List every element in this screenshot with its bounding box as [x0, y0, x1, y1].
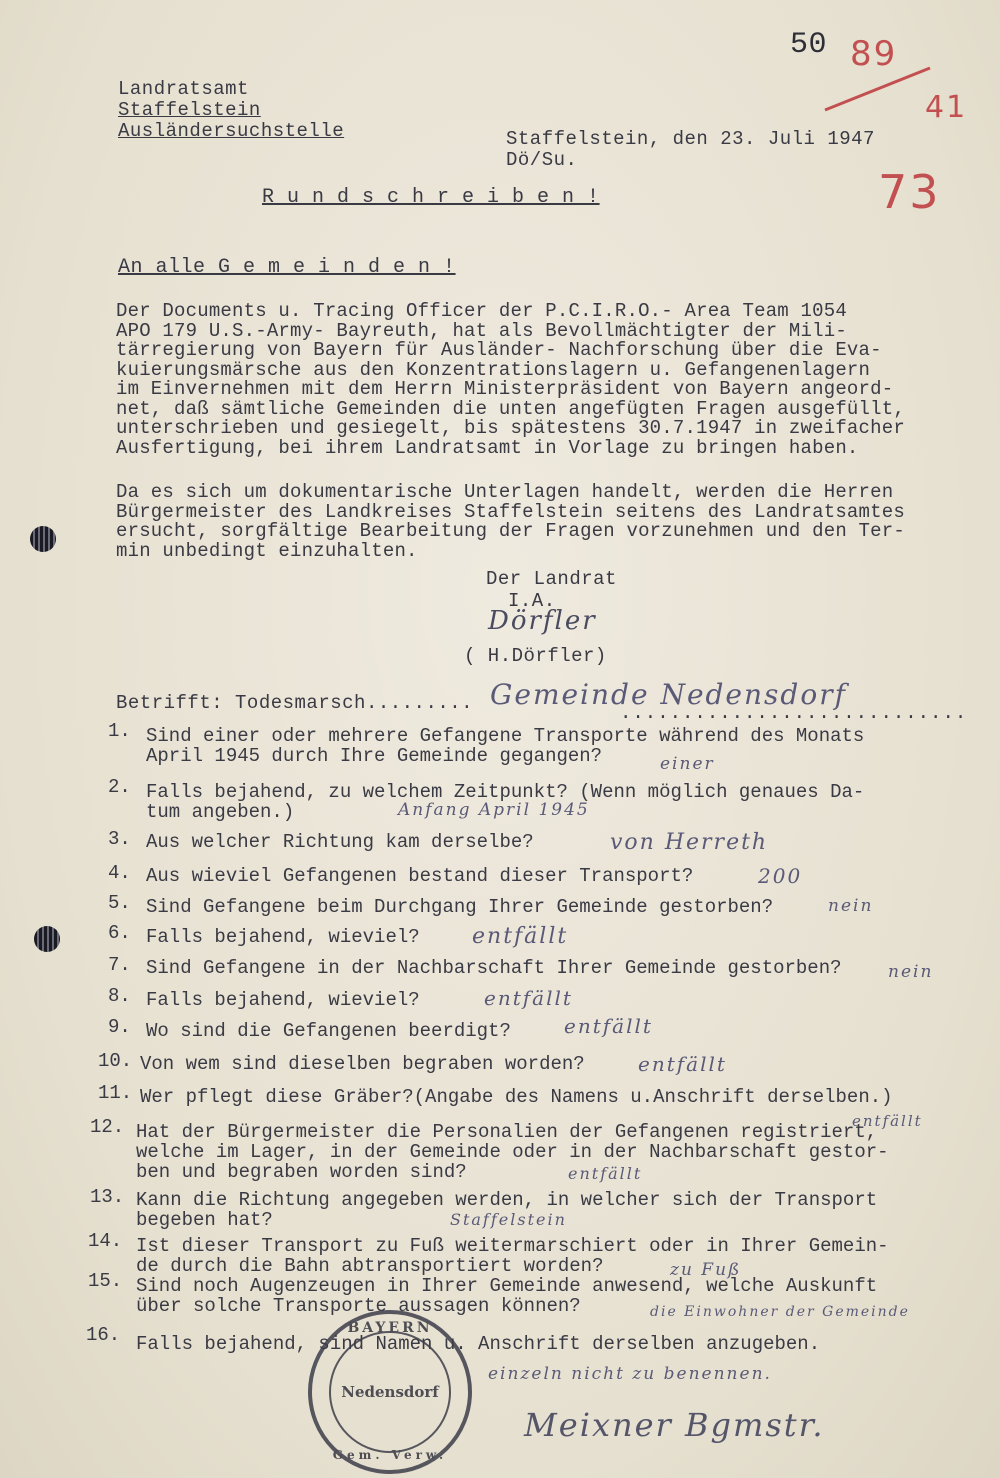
- answer-handwritten: Staffelstein: [450, 1210, 567, 1229]
- stamp-top-text: BAYERN: [347, 1320, 433, 1336]
- answer-handwritten: einer: [660, 754, 715, 774]
- letterhead-town: Staffelstein: [118, 99, 261, 121]
- salutation: An alle G e m e i n d e n !: [118, 256, 456, 279]
- question-line: Falls bejahend, sind Namen u. Anschrift derselben anzugeben.: [136, 1333, 821, 1355]
- answer-handwritten: die Einwohner der Gemeinde: [650, 1304, 910, 1320]
- question-number: 9.: [108, 1016, 131, 1038]
- question-line: de durch die Bahn abtransportiert worden?: [136, 1255, 604, 1277]
- question-text: [136, 1334, 820, 1354]
- mayor-signature: Meixner Bgmstr.: [524, 1406, 825, 1444]
- paragraph-line: Der Documents u. Tracing Officer der P.C.I.R.O.- Area Team 1054: [116, 300, 847, 322]
- question-line: welche im Lager, in der Gemeinde oder in der Nachbarschaft gestor-: [136, 1141, 889, 1163]
- question-line: Aus welcher Richtung kam derselbe?: [146, 831, 534, 853]
- paragraph-line: im Einvernehmen mit dem Herrn Ministerpräsident von Bayern angeord-: [116, 378, 894, 400]
- question-line: Aus wieviel Gefangenen bestand dieser Transport?: [146, 865, 694, 887]
- question-text: [146, 866, 693, 886]
- question-text: [146, 958, 842, 978]
- question-number: 8.: [108, 985, 131, 1007]
- question-text: [146, 990, 420, 1010]
- question-line: Sind einer oder mehrere Gefangene Transporte während des Monats: [146, 725, 865, 747]
- letterhead-department: Ausländersuchstelle: [118, 120, 345, 142]
- archive-page-number: 50: [790, 28, 828, 62]
- question-text: [146, 927, 420, 947]
- stamp-center-text: Nedensdorf: [341, 1383, 439, 1401]
- question-number: 16.: [86, 1324, 121, 1346]
- question-line: Falls bejahend, zu welchem Zeitpunkt? (Wenn möglich genaues Da-: [146, 781, 865, 803]
- answer-handwritten: einzeln nicht zu benennen.: [488, 1364, 772, 1384]
- question-text: [136, 1122, 889, 1182]
- question-number: 14.: [88, 1230, 123, 1252]
- question-number: 1.: [108, 720, 131, 742]
- question-line: Ist dieser Transport zu Fuß weitermarschiert oder in Ihrer Gemein-: [136, 1235, 889, 1257]
- question-text: [140, 1087, 893, 1107]
- paragraph-line: Ausfertigung, bei ihrem Landratsamt in Vorlage zu bringen haben.: [116, 436, 859, 459]
- dateline-reference: Dö/Su.: [506, 149, 578, 171]
- stamp-inner-ring: [329, 1331, 451, 1453]
- question-number: 13.: [90, 1186, 125, 1208]
- question-line: Falls bejahend, wieviel?: [146, 989, 420, 1011]
- question-line: ben und begraben worden sind?: [136, 1161, 467, 1183]
- letterhead-office: Landratsamt: [118, 78, 249, 100]
- question-text: [146, 832, 534, 852]
- stamp-bottom-text: Gem. Verw.: [332, 1448, 448, 1462]
- question-number: 5.: [108, 892, 131, 914]
- question-number: 12.: [90, 1116, 125, 1138]
- question-text: [140, 1054, 585, 1074]
- question-number: 4.: [108, 862, 131, 884]
- subject-label: Betrifft: Todesmarsch.........: [116, 692, 474, 714]
- question-line: Falls bejahend, wieviel?: [146, 926, 420, 948]
- answer-handwritten: 200: [758, 864, 803, 888]
- paragraph-line: Bürgermeister des Landkreises Staffelstein seitens des Landratsamtes: [116, 500, 905, 523]
- answer-handwritten: nein: [828, 896, 874, 916]
- question-line: Sind Gefangene beim Durchgang Ihrer Gemeinde gestorben?: [146, 896, 774, 918]
- question-line: April 1945 durch Ihre Gemeinde gegangen?: [146, 745, 603, 767]
- subject-community-handwritten: Gemeinde Nedensdorf: [490, 678, 847, 711]
- dateline-place-date: Staffelstein, den 23. Juli 1947: [506, 128, 875, 150]
- question-line: Hat der Bürgermeister die Personalien der Gefangenen registriert,: [136, 1121, 878, 1143]
- question-number: 6.: [108, 922, 131, 944]
- signatory-ia: I.A.: [508, 590, 556, 612]
- archive-crossed-number: 89: [850, 34, 898, 74]
- archive-folio-73: 73: [878, 165, 941, 219]
- question-line: Kann die Richtung angegeben werden, in welcher sich der Transport: [136, 1189, 878, 1211]
- paragraph-line: APO 179 U.S.-Army- Bayreuth, hat als Bevollmächtigter der Mili-: [116, 319, 847, 342]
- question-line: tum angeben.): [146, 801, 295, 823]
- question-number: 10.: [98, 1050, 133, 1072]
- subject-dots: ............................: [620, 702, 968, 724]
- answer-handwritten: entfällt: [564, 1014, 653, 1038]
- question-number: 11.: [98, 1082, 133, 1104]
- question-number: 15.: [88, 1270, 123, 1292]
- question-line: Wo sind die Gefangenen beerdigt?: [146, 1020, 511, 1042]
- answer-handwritten: entfällt: [638, 1052, 727, 1076]
- question-text: [146, 726, 864, 766]
- question-text: [136, 1236, 889, 1276]
- paragraph-line: unterschrieben und gesiegelt, bis spätestens 30.7.1947 in zweifacher: [116, 417, 905, 439]
- punch-hole-top: [30, 526, 56, 552]
- answer-handwritten: entfällt: [484, 986, 573, 1010]
- question-line: Wer pflegt diese Gräber?(Angabe des Namens u.Anschrift derselben.): [140, 1086, 893, 1108]
- answer-handwritten: zu Fuß: [670, 1260, 742, 1280]
- question-text: [146, 897, 773, 917]
- answer-handwritten: nein: [888, 962, 934, 982]
- paragraph-line: net, daß sämtliche Gemeinden die unten angefügten Fragen ausgefüllt,: [116, 397, 905, 420]
- question-line: Sind Gefangene in der Nachbarschaft Ihrer Gemeinde gestorben?: [146, 957, 842, 979]
- question-text: [146, 1021, 511, 1041]
- paragraph-line: kuierungsmärsche aus den Konzentrationslagern u. Gefangenenlagern: [116, 358, 871, 381]
- municipal-seal-stamp: [308, 1310, 472, 1474]
- answer-handwritten: entfällt: [852, 1112, 923, 1130]
- paragraph-line: Da es sich um dokumentarische Unterlagen handelt, werden die Herren: [116, 481, 894, 503]
- question-line: Sind noch Augenzeugen in Ihrer Gemeinde anwesend, welche Auskunft: [136, 1275, 878, 1297]
- paragraph-line: min unbedingt einzuhalten.: [116, 539, 418, 562]
- answer-handwritten: Anfang April 1945: [398, 800, 590, 820]
- paragraph-line: ersucht, sorgfältige Bearbeitung der Fragen vorzunehmen und den Ter-: [116, 520, 905, 542]
- body-paragraph-2: [116, 483, 905, 561]
- question-line: Von wem sind dieselben begraben worden?: [140, 1053, 585, 1075]
- answer-handwritten: entfällt: [568, 1164, 643, 1183]
- circular-title: R u n d s c h r e i b e n !: [262, 186, 600, 209]
- answer-handwritten: entfällt: [472, 924, 569, 949]
- body-paragraph-1: [116, 302, 905, 458]
- question-number: 7.: [108, 954, 131, 976]
- archive-folio-41: 41: [925, 90, 968, 125]
- punch-hole-bottom: [34, 926, 60, 952]
- archive-strike-line: [820, 60, 940, 120]
- question-line: über solche Transporte aussagen können?: [136, 1295, 581, 1317]
- question-line: begeben hat?: [136, 1209, 273, 1231]
- question-number: 3.: [108, 828, 131, 850]
- signatory-name: ( H.Dörfler): [464, 645, 607, 667]
- question-number: 2.: [108, 776, 131, 798]
- signatory-title: Der Landrat: [486, 568, 617, 590]
- signatory-scrawl: Dörfler: [488, 606, 597, 636]
- answer-handwritten: von Herreth: [610, 830, 769, 855]
- paragraph-line: tärregierung von Bayern für Ausländer- Nachforschung über die Eva-: [116, 339, 882, 361]
